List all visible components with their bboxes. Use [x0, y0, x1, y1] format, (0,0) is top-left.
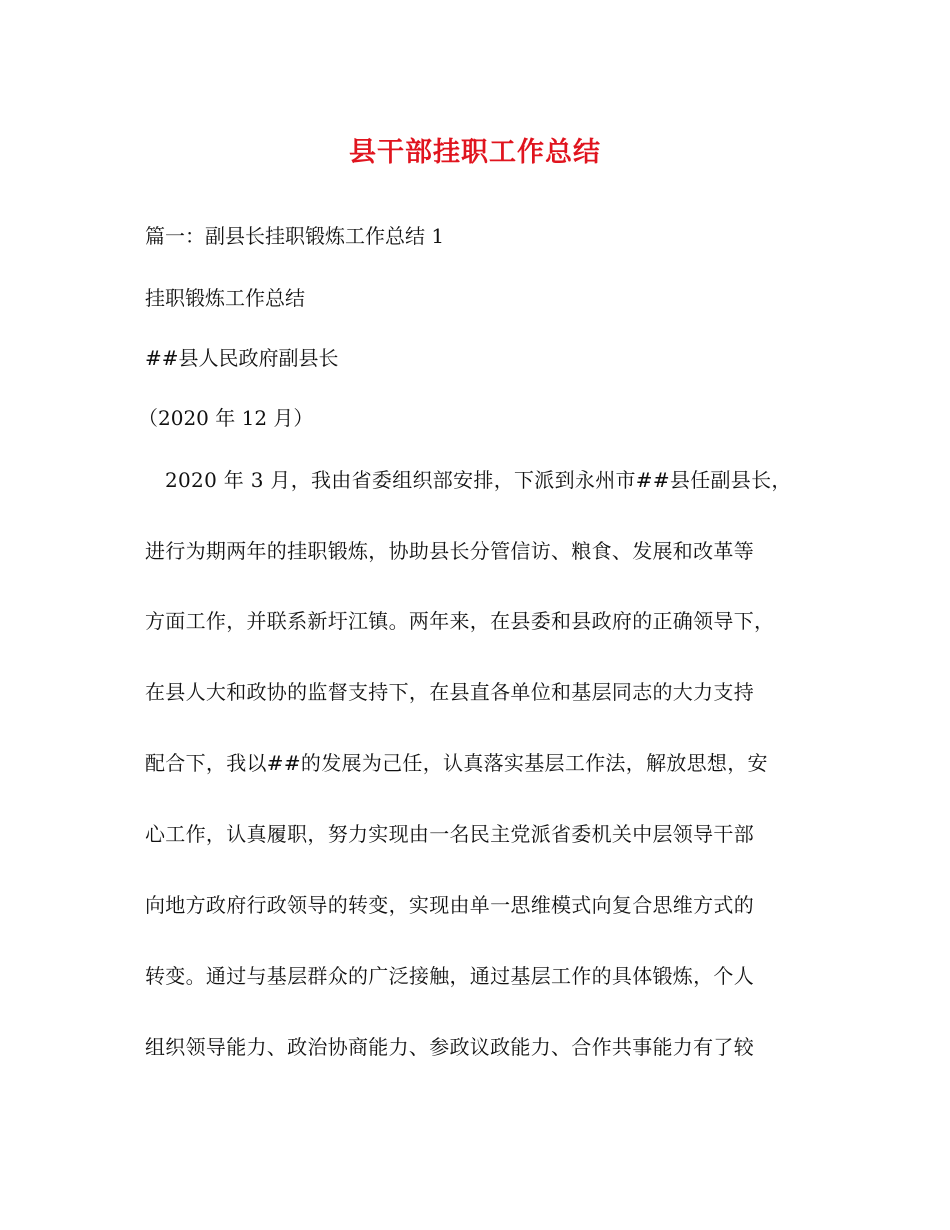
author-line: ##县人民政府副县长 — [145, 346, 339, 370]
paragraph-line: 在县人大和政协的监督支持下，在县直各单位和基层同志的大力支持 — [145, 680, 754, 704]
paragraph-line: 进行为期两年的挂职锻炼，协助县长分管信访、粮食、发展和改革等 — [145, 539, 754, 563]
subheading: 挂职锻炼工作总结 — [145, 286, 305, 310]
paragraph-line: 组织领导能力、政治协商能力、参政议政能力、合作共事能力有了较 — [145, 1035, 754, 1059]
paragraph-line: 向地方政府行政领导的转变，实现由单一思维模式向复合思维方式的 — [145, 893, 754, 917]
document-title: 县干部挂职工作总结 — [349, 137, 601, 168]
date-line: （2020 年 12 月） — [138, 406, 314, 430]
paragraph-line: 心工作，认真履职，努力实现由一名民主党派省委机关中层领导干部 — [145, 822, 754, 846]
paragraph-line: 转变。通过与基层群众的广泛接触，通过基层工作的具体锻炼，个人 — [145, 964, 754, 988]
paragraph-line: 方面工作，并联系新圩江镇。两年来，在县委和县政府的正确领导下， — [145, 609, 775, 633]
paragraph-line: 2020 年 3 月，我由省委组织部安排，下派到永州市##县任副县长， — [165, 468, 792, 492]
section-heading: 篇一：副县长挂职锻炼工作总结 1 — [145, 224, 445, 248]
paragraph-line: 配合下，我以##的发展为己任，认真落实基层工作法，解放思想，安 — [145, 751, 768, 775]
